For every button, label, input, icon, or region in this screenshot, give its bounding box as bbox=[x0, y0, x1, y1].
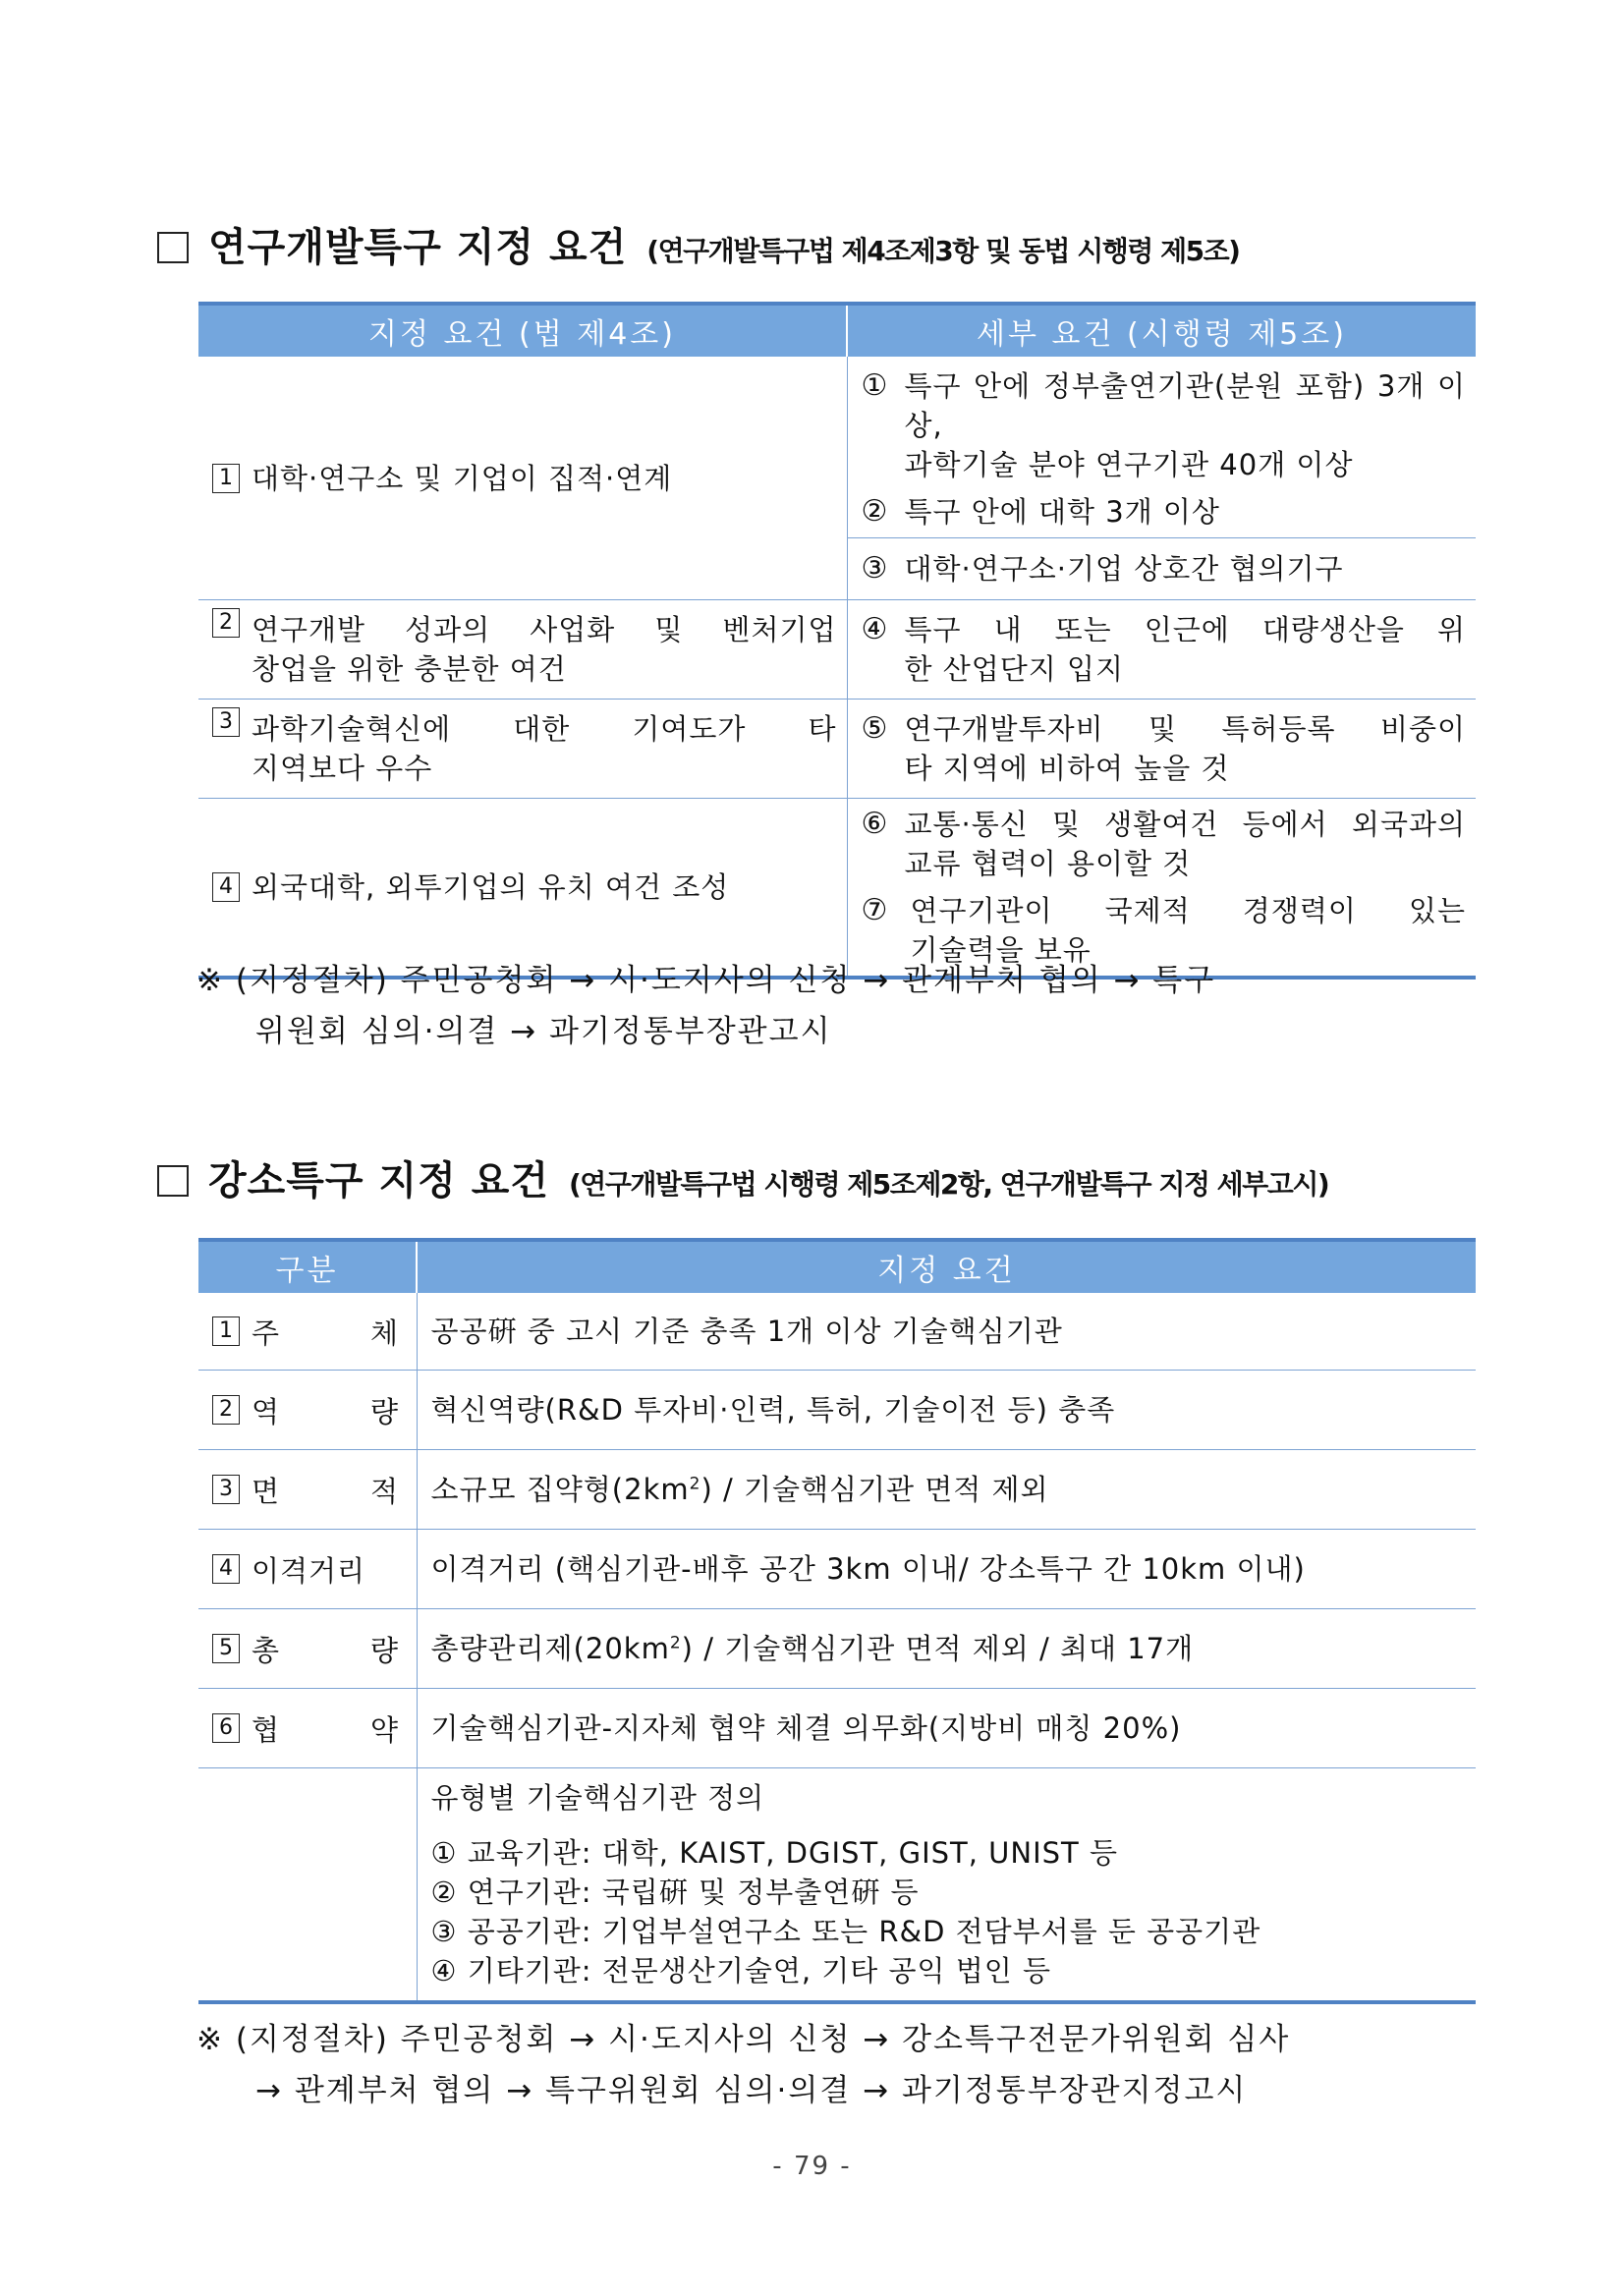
detail-line: 한 산업단지 입지 bbox=[904, 652, 1125, 686]
table-cell bbox=[198, 1371, 417, 1450]
table-header: 지정 요건 bbox=[417, 1240, 1476, 1293]
circled-number: ① bbox=[861, 368, 889, 403]
circled-number: ④ bbox=[861, 612, 889, 646]
category-label: 주 bbox=[252, 1316, 281, 1350]
table-header: 세부 요건 (시행령 제5조) bbox=[847, 304, 1476, 357]
note-mark: ※ bbox=[196, 963, 224, 998]
number-box: 3 bbox=[212, 707, 240, 737]
circled-number: ⑤ bbox=[861, 711, 889, 746]
page-number: - 79 - bbox=[772, 2152, 852, 2181]
definition-item: ④ 기타기관: 전문생산기술연, 기타 공익 법인 등 bbox=[430, 1954, 1052, 1988]
requirement-text: 창업을 위한 충분한 여건 bbox=[252, 652, 567, 686]
table-cell bbox=[198, 1689, 417, 1768]
number-box: 3 bbox=[212, 1475, 240, 1504]
category-label: 협 bbox=[252, 1713, 281, 1747]
requirement-text: 지역보다 우수 bbox=[252, 752, 433, 785]
table-header: 지정 요건 (법 제4조) bbox=[198, 304, 847, 357]
table-header: 구분 bbox=[198, 1240, 417, 1293]
note-text: (지정절차) 주민공청회 → 시·도지사의 신청 → 관계부처 협의 → 특구 bbox=[235, 963, 1216, 998]
table-cell bbox=[847, 600, 1476, 700]
list-item bbox=[862, 805, 1467, 883]
table-row bbox=[198, 1768, 1476, 2003]
table-row bbox=[198, 357, 1476, 538]
note-text: 위원회 심의·의결 → 과기정통부장관고시 bbox=[255, 1014, 832, 1049]
detail-line: 타 지역에 비하여 높을 것 bbox=[904, 752, 1230, 785]
table-row bbox=[198, 700, 1476, 799]
note-mark: ※ bbox=[196, 2022, 224, 2057]
circled-number: ⑦ bbox=[861, 893, 889, 927]
table-cell bbox=[847, 799, 1476, 979]
table-cell bbox=[417, 1450, 1476, 1530]
table-cell bbox=[198, 1609, 417, 1689]
detail-line: 특구 안에 대학 3개 이상 bbox=[904, 495, 1220, 529]
requirement-text: 외국대학, 외투기업의 유치 여건 조성 bbox=[252, 870, 730, 904]
category-label: 량 bbox=[369, 1395, 399, 1428]
table-cell bbox=[847, 538, 1476, 600]
section1-subtitle: (연구개발특구법 제4조제3항 및 동법 시행령 제5조) bbox=[646, 235, 1240, 267]
section2-subtitle: (연구개발특구법 시행령 제5조제2항, 연구개발특구 지정 세부고시) bbox=[568, 1168, 1329, 1201]
table-cell: 공공硏 중 고시 기준 충족 1개 이상 기술핵심기관 bbox=[417, 1293, 1476, 1371]
number-box: 2 bbox=[212, 1395, 240, 1425]
table-cell bbox=[417, 1768, 1476, 2003]
requirement-text: 연구개발 성과의 사업화 및 벤처기업 bbox=[252, 613, 837, 646]
table-cell bbox=[198, 600, 847, 700]
table-row bbox=[198, 799, 1476, 979]
table-cell bbox=[198, 1530, 417, 1609]
table-cell bbox=[198, 1768, 417, 2003]
detail-line: 특구 안에 정부출연기관(분원 포함) 3개 이상, bbox=[904, 369, 1466, 442]
definition-item: ③ 공공기관: 기업부설연구소 또는 R&D 전담부서를 둔 공공기관 bbox=[430, 1915, 1261, 1948]
category-label: 이격거리 bbox=[252, 1554, 366, 1588]
circled-number: ③ bbox=[861, 551, 889, 586]
list-item bbox=[862, 610, 1467, 689]
number-box: 4 bbox=[212, 1554, 240, 1584]
number-box: 6 bbox=[212, 1713, 240, 1743]
table-cell: 기술핵심기관-지자체 협약 체결 의무화(지방비 매칭 20%) bbox=[417, 1689, 1476, 1768]
table-cell: 혁신역량(R&D 투자비·인력, 특허, 기술이전 등) 충족 bbox=[417, 1371, 1476, 1450]
note-text: → 관계부처 협의 → 특구위원회 심의·의결 → 과기정통부장관지정고시 bbox=[255, 2073, 1248, 2108]
table-cell bbox=[198, 1450, 417, 1530]
definition-item: ① 교육기관: 대학, KAIST, DGIST, GIST, UNIST 등 bbox=[430, 1836, 1119, 1870]
category-label: 약 bbox=[369, 1713, 399, 1747]
table-cell bbox=[198, 700, 847, 799]
detail-line: 교통·통신 및 생활여건 등에서 외국과의 bbox=[904, 808, 1466, 841]
table-cell bbox=[198, 1293, 417, 1371]
table-cell bbox=[847, 700, 1476, 799]
detail-line: 대학·연구소·기업 상호간 협의기구 bbox=[904, 552, 1344, 586]
category-label: 량 bbox=[369, 1634, 399, 1667]
category-label: 역 bbox=[252, 1395, 281, 1428]
definition-item: ② 연구기관: 국립硏 및 정부출연硏 등 bbox=[430, 1876, 920, 1909]
requirement-text: 소규모 집약형(2km bbox=[430, 1473, 690, 1506]
table-cell bbox=[417, 1609, 1476, 1689]
category-label: 총 bbox=[252, 1634, 281, 1667]
superscript: 2 bbox=[669, 1633, 682, 1653]
table-cell bbox=[198, 799, 847, 979]
table-cell bbox=[847, 357, 1476, 538]
procedure-note bbox=[196, 955, 1215, 1057]
table-row bbox=[198, 600, 1476, 700]
circled-number: ⑥ bbox=[861, 807, 889, 841]
category-label: 적 bbox=[369, 1475, 399, 1508]
section2-title: 강소특구 지정 요건 bbox=[208, 1158, 549, 1204]
requirement-text: 대학·연구소 및 기업이 집적·연계 bbox=[252, 461, 673, 495]
number-box: 5 bbox=[212, 1634, 240, 1663]
category-label: 체 bbox=[369, 1316, 399, 1350]
table-row bbox=[198, 1450, 1476, 1530]
table-row bbox=[198, 1530, 1476, 1609]
requirement-text: ) / 기술핵심기관 면적 제외 / 최대 17개 bbox=[681, 1632, 1195, 1665]
detail-line: 연구기관이 국제적 경쟁력이 있는 bbox=[910, 894, 1466, 927]
requirement-text: ) / 기술핵심기관 면적 제외 bbox=[700, 1473, 1049, 1506]
list-item bbox=[862, 366, 1467, 484]
section1-title: 연구개발특구 지정 요건 bbox=[208, 225, 628, 270]
category-label: 면 bbox=[252, 1475, 281, 1508]
number-box: 4 bbox=[212, 872, 240, 902]
section2-table bbox=[198, 1238, 1476, 2004]
table-row bbox=[198, 1609, 1476, 1689]
procedure-note bbox=[196, 2014, 1290, 2116]
list-item bbox=[862, 492, 1467, 532]
table-cell: 이격거리 (핵심기관-배후 공간 3km 이내/ 강소특구 간 10km 이내) bbox=[417, 1530, 1476, 1609]
list-item bbox=[862, 549, 1467, 588]
number-box: 1 bbox=[212, 464, 240, 493]
table-cell bbox=[198, 357, 847, 600]
detail-line: 교류 협력이 용이할 것 bbox=[904, 847, 1192, 880]
table-row bbox=[198, 1371, 1476, 1450]
table-row bbox=[198, 1689, 1476, 1768]
superscript: 2 bbox=[689, 1474, 701, 1494]
number-box: 2 bbox=[212, 608, 240, 638]
detail-line: 연구개발투자비 및 특허등록 비중이 bbox=[904, 712, 1466, 746]
detail-line: 과학기술 분야 연구기관 40개 이상 bbox=[904, 448, 1354, 481]
list-item bbox=[862, 709, 1467, 788]
checkbox-square-icon bbox=[157, 232, 189, 263]
requirement-text: 과학기술혁신에 대한 기여도가 타 bbox=[252, 712, 837, 746]
definition-title: 유형별 기술핵심기관 정의 bbox=[430, 1781, 765, 1815]
checkbox-square-icon bbox=[157, 1165, 189, 1197]
note-text: (지정절차) 주민공청회 → 시·도지사의 신청 → 강소특구전문가위원회 심사 bbox=[235, 2022, 1291, 2057]
section1-table bbox=[198, 302, 1476, 980]
detail-line: 기술력을 보유 bbox=[910, 933, 1092, 967]
section1-heading bbox=[157, 216, 1239, 272]
circled-number: ② bbox=[861, 494, 889, 529]
section2-heading bbox=[157, 1149, 1328, 1205]
number-box: 1 bbox=[212, 1316, 240, 1346]
table-row bbox=[198, 1293, 1476, 1371]
requirement-text: 총량관리제(20km bbox=[430, 1632, 670, 1665]
detail-line: 특구 내 또는 인근에 대량생산을 위 bbox=[904, 613, 1466, 646]
